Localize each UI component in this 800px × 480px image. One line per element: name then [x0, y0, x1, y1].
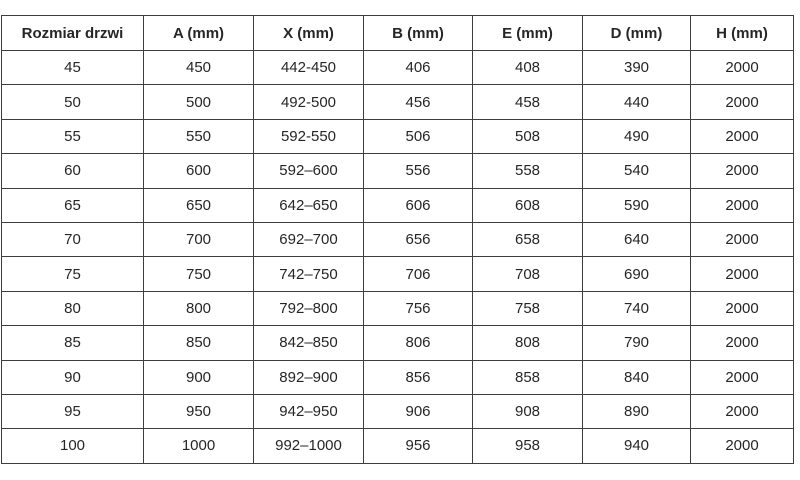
table-cell: 940	[583, 429, 691, 463]
table-cell: 2000	[691, 51, 794, 85]
table-cell: 390	[583, 51, 691, 85]
table-cell: 2000	[691, 257, 794, 291]
column-header-5: D (mm)	[583, 16, 691, 51]
table-body	[2, 51, 794, 464]
table-cell: 406	[364, 51, 473, 85]
table-cell: 70	[2, 222, 144, 256]
table-row	[2, 222, 794, 256]
table-cell: 592–600	[254, 154, 364, 188]
table-cell: 608	[473, 188, 583, 222]
table-cell: 692–700	[254, 222, 364, 256]
table-cell: 890	[583, 394, 691, 428]
table-cell: 456	[364, 85, 473, 119]
table-cell: 540	[583, 154, 691, 188]
table-cell: 840	[583, 360, 691, 394]
table-cell: 60	[2, 154, 144, 188]
table-cell: 956	[364, 429, 473, 463]
column-header-0: Rozmiar drzwi	[2, 16, 144, 51]
table-cell: 650	[144, 188, 254, 222]
table-cell: 642–650	[254, 188, 364, 222]
table-row	[2, 51, 794, 85]
table-cell: 850	[144, 326, 254, 360]
table-cell: 2000	[691, 222, 794, 256]
column-header-1: A (mm)	[144, 16, 254, 51]
table-cell: 50	[2, 85, 144, 119]
table-cell: 592-550	[254, 119, 364, 153]
table-cell: 708	[473, 257, 583, 291]
table-cell: 690	[583, 257, 691, 291]
table-cell: 808	[473, 326, 583, 360]
table-cell: 75	[2, 257, 144, 291]
table-cell: 2000	[691, 394, 794, 428]
table-cell: 656	[364, 222, 473, 256]
table-cell: 892–900	[254, 360, 364, 394]
table-cell: 750	[144, 257, 254, 291]
table-cell: 2000	[691, 188, 794, 222]
table-row	[2, 257, 794, 291]
table-cell: 742–750	[254, 257, 364, 291]
table-cell: 758	[473, 291, 583, 325]
table-cell: 700	[144, 222, 254, 256]
table-cell: 506	[364, 119, 473, 153]
table-cell: 900	[144, 360, 254, 394]
table-cell: 556	[364, 154, 473, 188]
table-cell: 80	[2, 291, 144, 325]
table-cell: 100	[2, 429, 144, 463]
table-cell: 958	[473, 429, 583, 463]
table-cell: 906	[364, 394, 473, 428]
table-cell: 1000	[144, 429, 254, 463]
table-cell: 2000	[691, 291, 794, 325]
table-cell: 590	[583, 188, 691, 222]
table-cell: 85	[2, 326, 144, 360]
table-cell: 640	[583, 222, 691, 256]
table-cell: 55	[2, 119, 144, 153]
table-row	[2, 360, 794, 394]
table-cell: 492-500	[254, 85, 364, 119]
table-row	[2, 85, 794, 119]
table-cell: 95	[2, 394, 144, 428]
table-cell: 2000	[691, 326, 794, 360]
door-size-table	[1, 15, 794, 464]
table-cell: 2000	[691, 154, 794, 188]
table-cell: 2000	[691, 429, 794, 463]
table-cell: 500	[144, 85, 254, 119]
table-cell: 908	[473, 394, 583, 428]
column-header-2: X (mm)	[254, 16, 364, 51]
column-header-6: H (mm)	[691, 16, 794, 51]
table-cell: 858	[473, 360, 583, 394]
table-cell: 550	[144, 119, 254, 153]
table-cell: 942–950	[254, 394, 364, 428]
table-row	[2, 154, 794, 188]
table-cell: 992–1000	[254, 429, 364, 463]
table-cell: 706	[364, 257, 473, 291]
table-cell: 2000	[691, 119, 794, 153]
table-cell: 458	[473, 85, 583, 119]
table-cell: 856	[364, 360, 473, 394]
table-cell: 2000	[691, 85, 794, 119]
table-cell: 450	[144, 51, 254, 85]
table-cell: 950	[144, 394, 254, 428]
table-cell: 408	[473, 51, 583, 85]
table-cell: 440	[583, 85, 691, 119]
table-cell: 792–800	[254, 291, 364, 325]
table-cell: 2000	[691, 360, 794, 394]
table-cell: 558	[473, 154, 583, 188]
table-cell: 606	[364, 188, 473, 222]
table-header	[2, 16, 794, 51]
table-cell: 842–850	[254, 326, 364, 360]
table-cell: 442-450	[254, 51, 364, 85]
table-cell: 65	[2, 188, 144, 222]
table-cell: 45	[2, 51, 144, 85]
table-cell: 806	[364, 326, 473, 360]
table-cell: 600	[144, 154, 254, 188]
table-row	[2, 188, 794, 222]
door-size-table-container	[1, 15, 794, 464]
table-cell: 740	[583, 291, 691, 325]
column-header-4: E (mm)	[473, 16, 583, 51]
table-cell: 508	[473, 119, 583, 153]
table-row	[2, 429, 794, 463]
table-row	[2, 291, 794, 325]
table-cell: 800	[144, 291, 254, 325]
table-row	[2, 394, 794, 428]
table-row	[2, 326, 794, 360]
table-row	[2, 119, 794, 153]
table-cell: 658	[473, 222, 583, 256]
table-cell: 790	[583, 326, 691, 360]
table-cell: 490	[583, 119, 691, 153]
header-row	[2, 16, 794, 51]
table-cell: 90	[2, 360, 144, 394]
table-cell: 756	[364, 291, 473, 325]
column-header-3: B (mm)	[364, 16, 473, 51]
